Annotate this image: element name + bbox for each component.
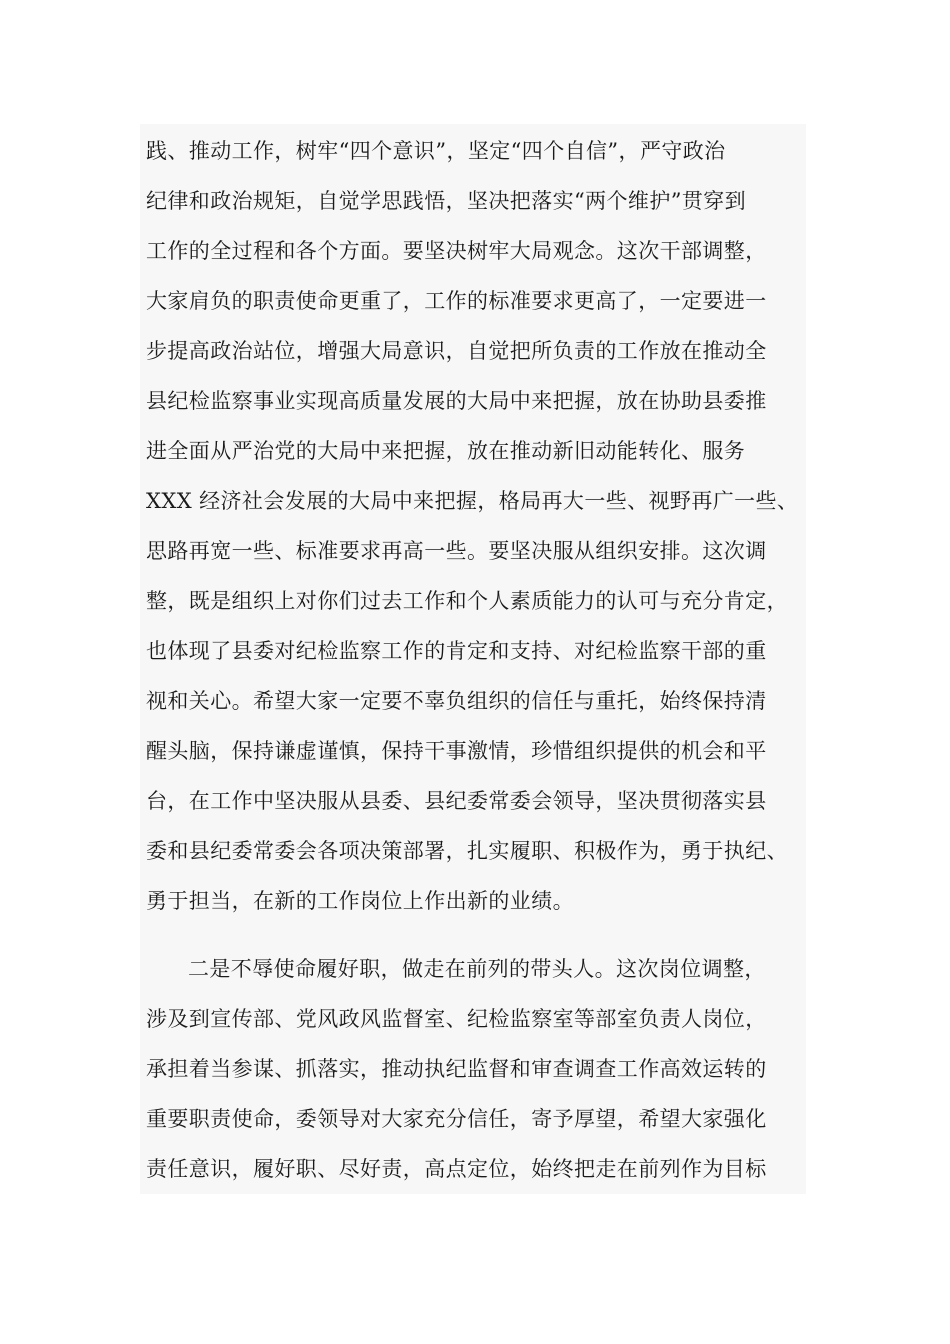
text-line: 二是不辱使命履好职，做走在前列的带头人。这次岗位调整，	[188, 957, 766, 981]
text-line: XXX 经济社会发展的大局中来把握，格局再大一些、视野再广一些、	[146, 489, 799, 513]
paragraph-2	[140, 924, 806, 1194]
text-line: 委和县纪委常委会各项决策部署，扎实履职、积极作为，勇于执纪、	[146, 839, 788, 863]
text-line: 纪律和政治规矩，自觉学思践悟，坚决把落实“两个维护”贯穿到	[146, 189, 747, 213]
text-line: 承担着当参谋、抓落实，推动执纪监督和审查调查工作高效运转的	[146, 1057, 767, 1081]
text-line: 进全面从严治党的大局中来把握，放在推动新旧动能转化、服务	[146, 439, 746, 463]
text-line: 勇于担当，在新的工作岗位上作出新的业绩。	[146, 889, 574, 913]
text-line: 台，在工作中坚决服从县委、县纪委常委会领导，坚决贯彻落实县	[146, 789, 767, 813]
text-line: 责任意识，履好职、尽好责，高点定位，始终把走在前列作为目标	[146, 1157, 767, 1181]
text-line: 大家肩负的职责使命更重了，工作的标准要求更高了，一定要进一	[146, 289, 767, 313]
text-line: 视和关心。希望大家一定要不辜负组织的信任与重托，始终保持清	[146, 689, 767, 713]
text-line: 醒头脑，保持谦虚谨慎，保持干事激情，珍惜组织提供的机会和平	[146, 739, 767, 763]
text-line: 也体现了县委对纪检监察工作的肯定和支持、对纪检监察干部的重	[146, 639, 767, 663]
text-line: 践、推动工作，树牢“四个意识”，坚定“四个自信”，严守政治	[146, 139, 726, 163]
text-line: 涉及到宣传部、党风政风监督室、纪检监察室等部室负责人岗位，	[146, 1007, 767, 1031]
text-line: 步提高政治站位，增强大局意识，自觉把所负责的工作放在推动全	[146, 339, 767, 363]
text-line: 整，既是组织上对你们过去工作和个人素质能力的认可与充分肯定，	[146, 589, 788, 613]
text-line: 工作的全过程和各个方面。要坚决树牢大局观念。这次干部调整，	[146, 239, 767, 263]
paragraph-1	[140, 124, 806, 924]
text-line: 重要职责使命，委领导对大家充分信任，寄予厚望，希望大家强化	[146, 1107, 767, 1131]
text-line: 思路再宽一些、标准要求再高一些。要坚决服从组织安排。这次调	[146, 539, 767, 563]
text-line: 县纪检监察事业实现高质量发展的大局中来把握，放在协助县委推	[146, 389, 767, 413]
